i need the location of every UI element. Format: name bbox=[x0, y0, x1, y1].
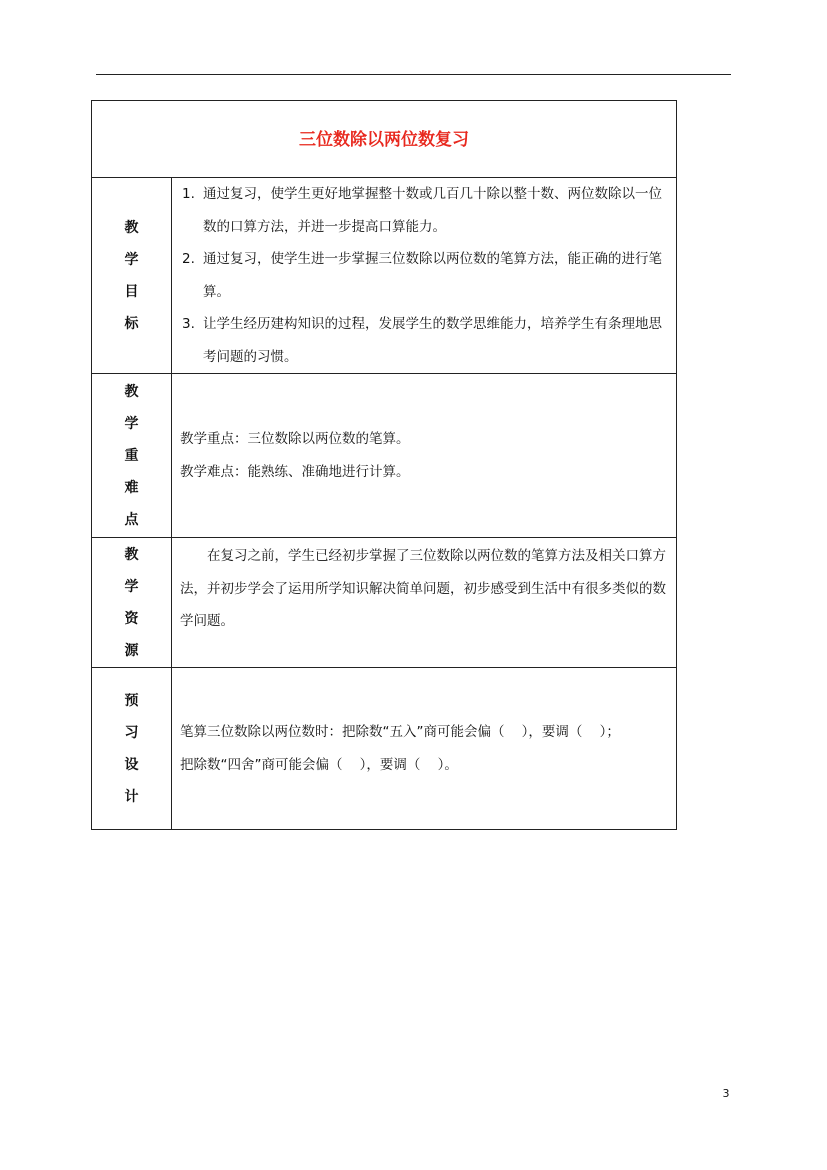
label-char: 学 bbox=[124, 251, 139, 268]
objectives-list bbox=[172, 178, 676, 373]
label-char: 计 bbox=[124, 788, 139, 805]
key-points-row bbox=[92, 374, 677, 538]
preview-line: 笔算三位数除以两位数时：把除数“五入”商可能会偏（ ），要调（ ）； bbox=[180, 724, 620, 740]
label-char: 教 bbox=[124, 219, 139, 236]
label-char: 学 bbox=[124, 578, 139, 595]
objectives-label bbox=[92, 178, 172, 374]
preview-label bbox=[92, 668, 172, 830]
label-char: 标 bbox=[124, 315, 139, 332]
lesson-plan-table bbox=[91, 100, 677, 830]
document-title-cell bbox=[92, 101, 677, 178]
label-char: 预 bbox=[124, 692, 139, 709]
label-char: 源 bbox=[124, 642, 139, 659]
label-char: 重 bbox=[124, 447, 139, 464]
label-char: 资 bbox=[124, 610, 139, 627]
item-text: 通过复习，使学生更好地掌握整十数或几百几十除以整十数、两位数除以一位数的口算方法，并进一步提高口算能力。 bbox=[203, 186, 662, 235]
label-char: 点 bbox=[124, 511, 139, 528]
label-char: 教 bbox=[124, 546, 139, 563]
label-char: 设 bbox=[124, 756, 139, 773]
preview-content bbox=[172, 668, 677, 830]
label-char: 难 bbox=[124, 479, 139, 496]
preview-row bbox=[92, 668, 677, 830]
resources-content bbox=[172, 538, 677, 668]
label-char: 目 bbox=[124, 283, 139, 300]
list-item bbox=[182, 243, 668, 308]
label-char: 教 bbox=[124, 383, 139, 400]
item-text: 通过复习，使学生进一步掌握三位数除以两位数的笔算方法，能正确的进行笔算。 bbox=[203, 251, 662, 300]
item-number: 2. bbox=[182, 251, 195, 267]
key-point-line: 教学难点：能熟练、准确地进行计算。 bbox=[180, 463, 410, 480]
document-title: 三位数除以两位数复习 bbox=[299, 129, 469, 150]
title-row bbox=[92, 101, 677, 178]
item-text: 让学生经历建构知识的过程，发展学生的数学思维能力，培养学生有条理地思考问题的习惯。 bbox=[203, 316, 662, 365]
list-item bbox=[182, 308, 668, 373]
item-number: 1. bbox=[182, 186, 195, 202]
resources-label bbox=[92, 538, 172, 668]
page-number: 3 bbox=[722, 1087, 730, 1100]
label-char: 学 bbox=[124, 415, 139, 432]
objectives-content bbox=[172, 178, 677, 374]
key-points-label bbox=[92, 374, 172, 538]
preview-line: 把除数“四舍”商可能会偏（ ），要调（ ）。 bbox=[180, 756, 458, 773]
label-char: 习 bbox=[124, 724, 139, 741]
item-number: 3. bbox=[182, 316, 195, 332]
resources-row bbox=[92, 538, 677, 668]
header-rule bbox=[96, 74, 731, 75]
key-point-line: 教学重点：三位数除以两位数的笔算。 bbox=[180, 431, 410, 447]
list-item bbox=[182, 178, 668, 243]
resources-text: 在复习之前，学生已经初步掌握了三位数除以两位数的笔算方法及相关口算方法，并初步学会了运用所学知识解决简单问题，初步感受到生活中有很多类似的数学问题。 bbox=[180, 548, 666, 629]
key-points-content bbox=[172, 374, 677, 538]
objectives-row bbox=[92, 178, 677, 374]
